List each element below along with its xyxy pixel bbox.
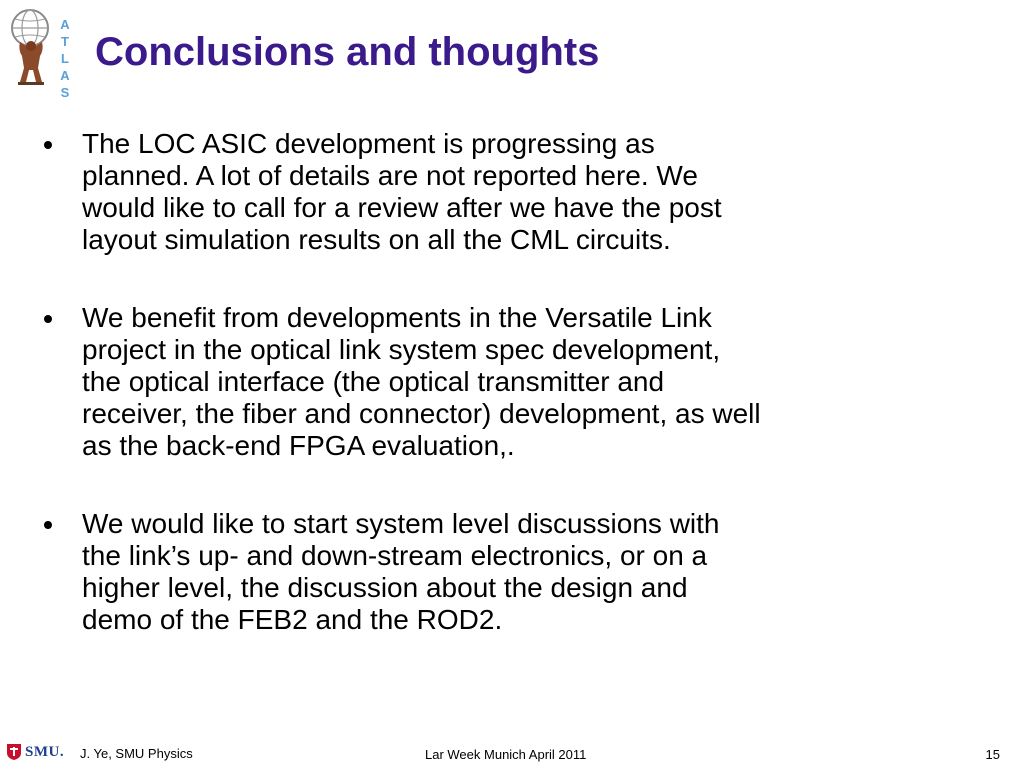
bullet-dot-icon (44, 141, 52, 149)
bullet-line: the optical interface (the optical transmitter and (82, 366, 665, 397)
bullet-line: planned. A lot of details are not reported here. We (82, 160, 698, 191)
logo-letter: S (60, 85, 70, 100)
bullet-item (40, 128, 940, 256)
logo-letter: T (61, 34, 69, 49)
bullet-line: demo of the FEB2 and the ROD2. (82, 604, 503, 635)
bullet-line: higher level, the discussion about the design and (82, 572, 688, 603)
smu-logo-text: SMU. (25, 743, 65, 760)
bullet-line: would like to call for a review after we have the post (82, 192, 722, 223)
bullet-line: the link’s up- and down-stream electronics, or on a (82, 540, 708, 571)
logo-letter: L (61, 51, 69, 66)
bullet-list (40, 128, 940, 682)
bullet-item (40, 302, 940, 462)
footer-author: J. Ye, SMU Physics (80, 746, 193, 761)
bullet-line: We benefit from developments in the Versatile Link (82, 302, 712, 333)
bullet-dot-icon (44, 315, 52, 323)
bullet-text (82, 302, 761, 462)
smu-shield-icon (6, 743, 22, 761)
logo-letter: A (60, 17, 70, 32)
bullet-line: The LOC ASIC development is progressing as (82, 128, 655, 159)
atlas-letters (58, 16, 72, 101)
atlas-figure-icon (6, 6, 56, 86)
footer-event: Lar Week Munich April 2011 (425, 747, 587, 762)
bullet-line: as the back-end FPGA evaluation,. (82, 430, 515, 461)
bullet-text (82, 128, 722, 256)
bullet-text (82, 508, 720, 636)
bullet-line: receiver, the fiber and connector) development, as well (82, 398, 761, 429)
logo-letter: A (60, 68, 70, 83)
bullet-item (40, 508, 940, 636)
atlas-logo (6, 6, 74, 100)
slide-title: Conclusions and thoughts (95, 30, 600, 74)
bullet-line: We would like to start system level discussions with (82, 508, 720, 539)
bullet-line: project in the optical link system spec development, (82, 334, 721, 365)
smu-logo (6, 741, 64, 763)
page-number: 15 (985, 747, 1000, 762)
bullet-dot-icon (44, 521, 52, 529)
bullet-line: layout simulation results on all the CML circuits. (82, 224, 671, 255)
